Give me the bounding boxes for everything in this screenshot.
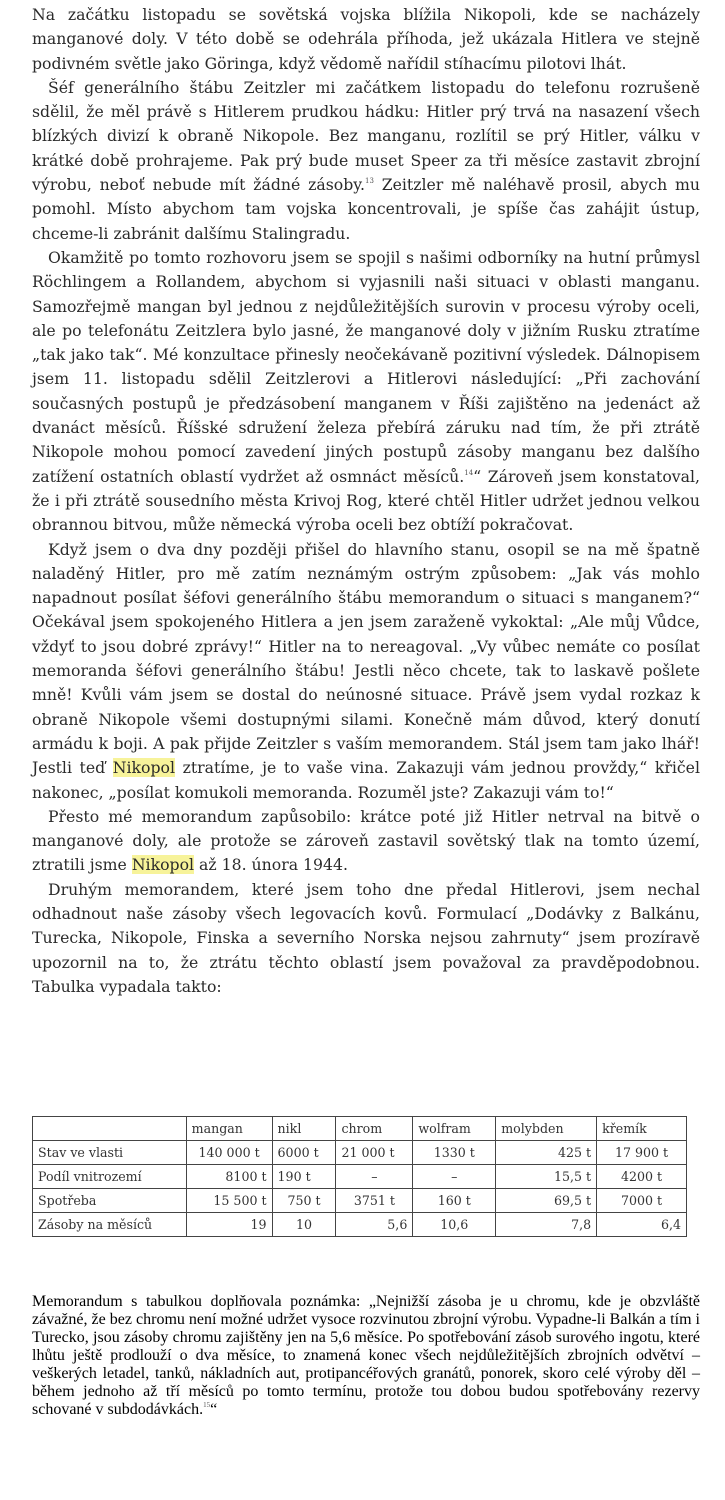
paragraph-text: Zeitzler mě naléhavě prosil, abych mu pomohl. Místo abychom tam vojska koncentrovali, je spíše čas zahájit ústup, chceme-li zabránit dalšímu Stalingradu. bbox=[32, 175, 700, 243]
table-cell: 15,5 t bbox=[496, 1165, 597, 1189]
row-label: Spotřeba bbox=[33, 1189, 187, 1213]
closing-text bbox=[32, 1293, 700, 1419]
table-cell: 19 bbox=[186, 1213, 272, 1237]
paragraph-text: Druhým memorandem, které jsem toho dne předal Hitlerovi, jsem nechal odhadnout naše zásoby všech legovacích kovů. Formulací „Dodávky z Balkánu, Turecka, Nikopole, Finska a severního Norska nejsou zahrnuty“ jsem prozíravě upozornil na to, že ztrátu těchto oblastí jsem považoval za pravděpodobnou. Tabulka vypadala takto: bbox=[32, 879, 700, 996]
table-cell: 3751 t bbox=[336, 1189, 413, 1213]
paragraph-text: až 18. února 1944. bbox=[194, 855, 348, 875]
table-cell: 425 t bbox=[496, 1141, 597, 1165]
paragraph-text: Přesto mé memorandum zapůsobilo: krátce poté již Hitler netrval na bitvě o manganové doly, ale protože se zároveň zastavil sovětský tlak na tomto území, ztratili jsme bbox=[32, 806, 700, 875]
table-cell: 17 900 t bbox=[597, 1141, 687, 1165]
table-cell: 5,6 bbox=[336, 1213, 413, 1237]
paragraph bbox=[32, 76, 700, 246]
paragraph-text: Okamžitě po tomto rozhovoru jsem se spojil s našimi odborníky na hutní průmysl Röchlingem a Rollandem, abychom si vyjasnili naši situaci v oblasti manganu. Samozřejmě mangan byl jednou z nejdůležitějších surovin v procesu výroby oceli, ale po telefonátu Zeitzlera bylo jasné, že manganové doly v jižním Rusku ztratíme „tak jako tak“. Mé konzultace přinesly neočekávaně pozitivní výsledek. Dálnopisem jsem 11. listopadu sdělil Zeitzlerovi a Hitlerovi následující: „Při zachování současných postupů je předzásobení manganem v Říši zajištěno na jedenáct až dvanáct měsíců. Říšské sdružení železa přebírá záruku nad tím, že při ztrátě Nikopole mohou pomocí zavedení jiných postupů zásoby manganu bez dalšího zatížení ostatních oblastí vydržet až osmnáct měsíců. bbox=[32, 247, 700, 486]
paragraph-text: Memorandum s tabulkou doplňovala poznámka: „Nejnižší zásoba je u chromu, kde je obzvláště závažné, že bez chromu není možné udržet vysoce rozvinutou zbrojní výrobu. Vypadne-li Balkán a tím i Turecko, jsou zásoby chromu zajištěny jen na 5,6 měsíce. Po spotřebování zásob surového ingotu, které lhůtu ještě prodlouží o dva měsíce, to znamená konec všech nejdůležitějších zbrojních odvětví – veškerých letadel, tanků, nákladních aut, protipancéřových granátů, ponorek, skoro celé výroby děl – během jednoho až tří měsíců po tomto termínu, protože tou dobou budou spotřebovány rezervy schované v subdodávkách. bbox=[32, 1293, 700, 1418]
paragraph bbox=[32, 805, 700, 878]
paragraph-text: Když jsem o dva dny později přišel do hlavního stanu, osopil se na mě špatně naladěný Hitler, pro mě zatím neznámým ostrým způsobem: „Jak vás mohlo napadnout posílat šéfovi generálního štábu memorandum o situaci s manganem?“ Očekával jsem spokojeného Hitlera a jen jsem zaraženě vykoktal: „Ale můj Vůdce, vždyť to jsou dobré zprávy!“ Hitler na to nereagoval. „Vy vůbec nemáte co posílat memoranda šéfovi generálního štábu! Jestli něco chcete, tak to laskavě pošlete mně! Kvůli vám jsem se dostal do neúnosné situace. Právě jsem vydal rozkaz k obraně Nikopole všemi dostupnými silami. Konečně mám důvod, který donutí armádu k boji. A pak přijde Zeitzler s vaším memorandem. Stál jsem tam jako lhář! Jestli teď bbox=[32, 539, 700, 778]
paragraph bbox=[32, 3, 700, 76]
paragraph bbox=[32, 246, 700, 538]
paragraph-text: “ Zároveň jsem konstatoval, že i při ztrátě sousedního města Krivoj Rog, které chtěl Hitler udržet jednou velkou obrannou bitvou, může německá výroba oceli bez obtíží pokračovat. bbox=[32, 466, 701, 535]
paragraph bbox=[32, 878, 700, 999]
table-cell: 190 t bbox=[272, 1165, 336, 1189]
table-cell: 160 t bbox=[413, 1189, 496, 1213]
paragraph-text: “ bbox=[210, 1401, 218, 1418]
paragraph-text: Na začátku listopadu se sovětská vojska blížila Nikopoli, kde se nacházely manganové doly. V této době se odehrála příhoda, jež ukázala Hitlera ve stejně podivném světle jako Göringa, když vědomě nařídil stíhacímu pilotovi lhát. bbox=[32, 5, 700, 73]
table-cell: 4200 t bbox=[597, 1165, 687, 1189]
paragraph bbox=[32, 1293, 700, 1419]
row-label: Zásoby na měsíců bbox=[33, 1213, 187, 1237]
table-row bbox=[33, 1213, 687, 1237]
table-cell: 8100 t bbox=[186, 1165, 272, 1189]
header-cell bbox=[33, 1117, 187, 1141]
table-cell: 7000 t bbox=[597, 1189, 687, 1213]
header-cell: chrom bbox=[336, 1117, 413, 1141]
table-cell: – bbox=[336, 1165, 413, 1189]
header-cell: molybden bbox=[496, 1117, 597, 1141]
footnote-ref[interactable]: 15 bbox=[203, 1401, 211, 1409]
table-cell: 6000 t bbox=[272, 1141, 336, 1165]
table-cell: 15 500 t bbox=[186, 1189, 272, 1213]
paragraph-text: Šéf generálního štábu Zeitzler mi začátkem listopadu do telefonu rozrušeně sdělil, že měl právě s Hitlerem prudkou hádku: Hitler prý trvá na nasazení všech blízkých divizí k obraně Nikopole. Bez manganu, rozlítil se prý Hitler, válku v krátké době prohrajeme. Pak prý bude muset Speer za tři měsíce zastavit zbrojní výrobu, neboť nebude mít žádné zásoby. bbox=[32, 77, 700, 195]
header-cell: křemík bbox=[597, 1117, 687, 1141]
row-label: Stav ve vlasti bbox=[33, 1141, 187, 1165]
table-cell: 7,8 bbox=[496, 1213, 597, 1237]
table-cell: 750 t bbox=[272, 1189, 336, 1213]
header-cell: wolfram bbox=[413, 1117, 496, 1141]
table-cell: – bbox=[413, 1165, 496, 1189]
footnote-ref[interactable]: 13 bbox=[365, 177, 374, 186]
table-cell: 1330 t bbox=[413, 1141, 496, 1165]
table-cell: 69,5 t bbox=[496, 1189, 597, 1213]
table-header-row bbox=[33, 1117, 687, 1141]
table-cell: 10 bbox=[272, 1213, 336, 1237]
main-text bbox=[32, 3, 700, 999]
header-cell: mangan bbox=[186, 1117, 272, 1141]
table-row bbox=[33, 1141, 687, 1165]
header-cell: nikl bbox=[272, 1117, 336, 1141]
search-highlight[interactable]: Nikopol bbox=[131, 855, 195, 875]
paragraph-text: ztratíme, je to vaše vina. Zakazuji vám jednou provždy,“ křičel nakonec, „posílat komukoli memoranda. Rozuměl jste? Zakazuji vám to!“ bbox=[32, 758, 700, 802]
search-highlight[interactable]: Nikopol bbox=[112, 758, 175, 778]
footnote-ref[interactable]: 14 bbox=[464, 468, 474, 477]
row-label: Podíl vnitrozemí bbox=[33, 1165, 187, 1189]
table-cell: 140 000 t bbox=[186, 1141, 272, 1165]
table-cell: 21 000 t bbox=[336, 1141, 413, 1165]
table-cell: 6,4 bbox=[597, 1213, 687, 1237]
paragraph bbox=[32, 538, 700, 805]
metals-table bbox=[32, 1116, 687, 1237]
table-cell: 10,6 bbox=[413, 1213, 496, 1237]
table-row bbox=[33, 1165, 687, 1189]
table-row bbox=[33, 1189, 687, 1213]
